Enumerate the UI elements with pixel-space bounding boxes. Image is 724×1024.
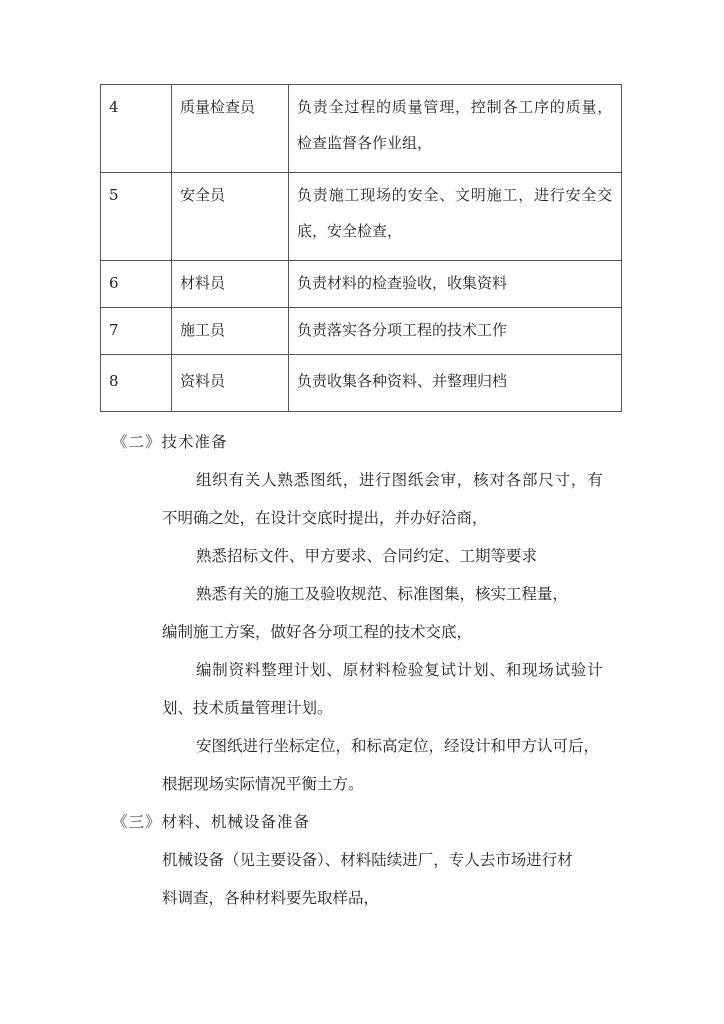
paragraph-line: 编制施工方案，做好各分项工程的技术交底， (162, 623, 473, 641)
duty-line: 负责全过程的质量管理，控制各工序的质量， (297, 98, 614, 116)
role-name: 施工员 (172, 308, 289, 355)
paragraph-line: 料调查，各种材料要先取样品， (162, 889, 380, 907)
role-name: 质量检查员 (172, 85, 289, 173)
duty-line: 负责材料的检查验收，收集资料 (297, 274, 508, 292)
role-duty (289, 308, 622, 355)
paragraph-line: 熟悉招标文件、甲方要求、合同约定、工期等要求 (196, 547, 538, 565)
paragraph-line: 机械设备（见主要设备）、材料陆续进厂，专人去市场进行材 (162, 851, 573, 869)
role-name: 资料员 (172, 355, 289, 412)
row-number: 8 (101, 355, 172, 412)
paragraph-line: 划、技术质量管理计划。 (162, 699, 333, 717)
table-row (101, 308, 622, 355)
paragraph-line: 不明确之处，在设计交底时提出，并办好洽商， (162, 509, 488, 527)
duty-line: 底，安全检查， (297, 222, 403, 240)
role-duty (289, 173, 622, 261)
paragraph-line: 安图纸进行坐标定位，和标高定位，经设计和甲方认可后， (196, 737, 600, 755)
duty-line: 检查监督各作业组， (297, 134, 433, 152)
role-duty (289, 261, 622, 308)
table-row (101, 85, 622, 173)
paragraph-line: 编制资料整理计划、原材料检验复试计划、和现场试验计 (196, 661, 604, 679)
row-number: 5 (101, 173, 172, 261)
table-row (101, 355, 622, 412)
row-number: 6 (101, 261, 172, 308)
paragraph-line: 根据现场实际情况平衡土方。 (162, 775, 364, 793)
table-row (101, 173, 622, 261)
duty-line: 负责落实各分项工程的技术工作 (297, 321, 508, 339)
duty-line: 负责施工现场的安全、文明施工，进行安全交 (297, 186, 614, 204)
row-number: 7 (101, 308, 172, 355)
role-name: 材料员 (172, 261, 289, 308)
row-number: 4 (101, 85, 172, 173)
paragraph-line: 熟悉有关的施工及验收规范、标准图集，核实工程量， (196, 585, 569, 603)
table-row (101, 261, 622, 308)
role-name: 安全员 (172, 173, 289, 261)
duty-line: 负责收集各种资料、并整理归档 (297, 372, 508, 390)
role-duty (289, 85, 622, 173)
section-heading-technical: 《二》技术准备 (112, 433, 228, 451)
section-heading-materials: 《三》材料、机械设备准备 (112, 813, 311, 831)
staff-duty-table (100, 84, 622, 412)
role-duty (289, 355, 622, 412)
paragraph-line: 组织有关人熟悉图纸，进行图纸会审，核对各部尺寸，有 (196, 471, 604, 489)
